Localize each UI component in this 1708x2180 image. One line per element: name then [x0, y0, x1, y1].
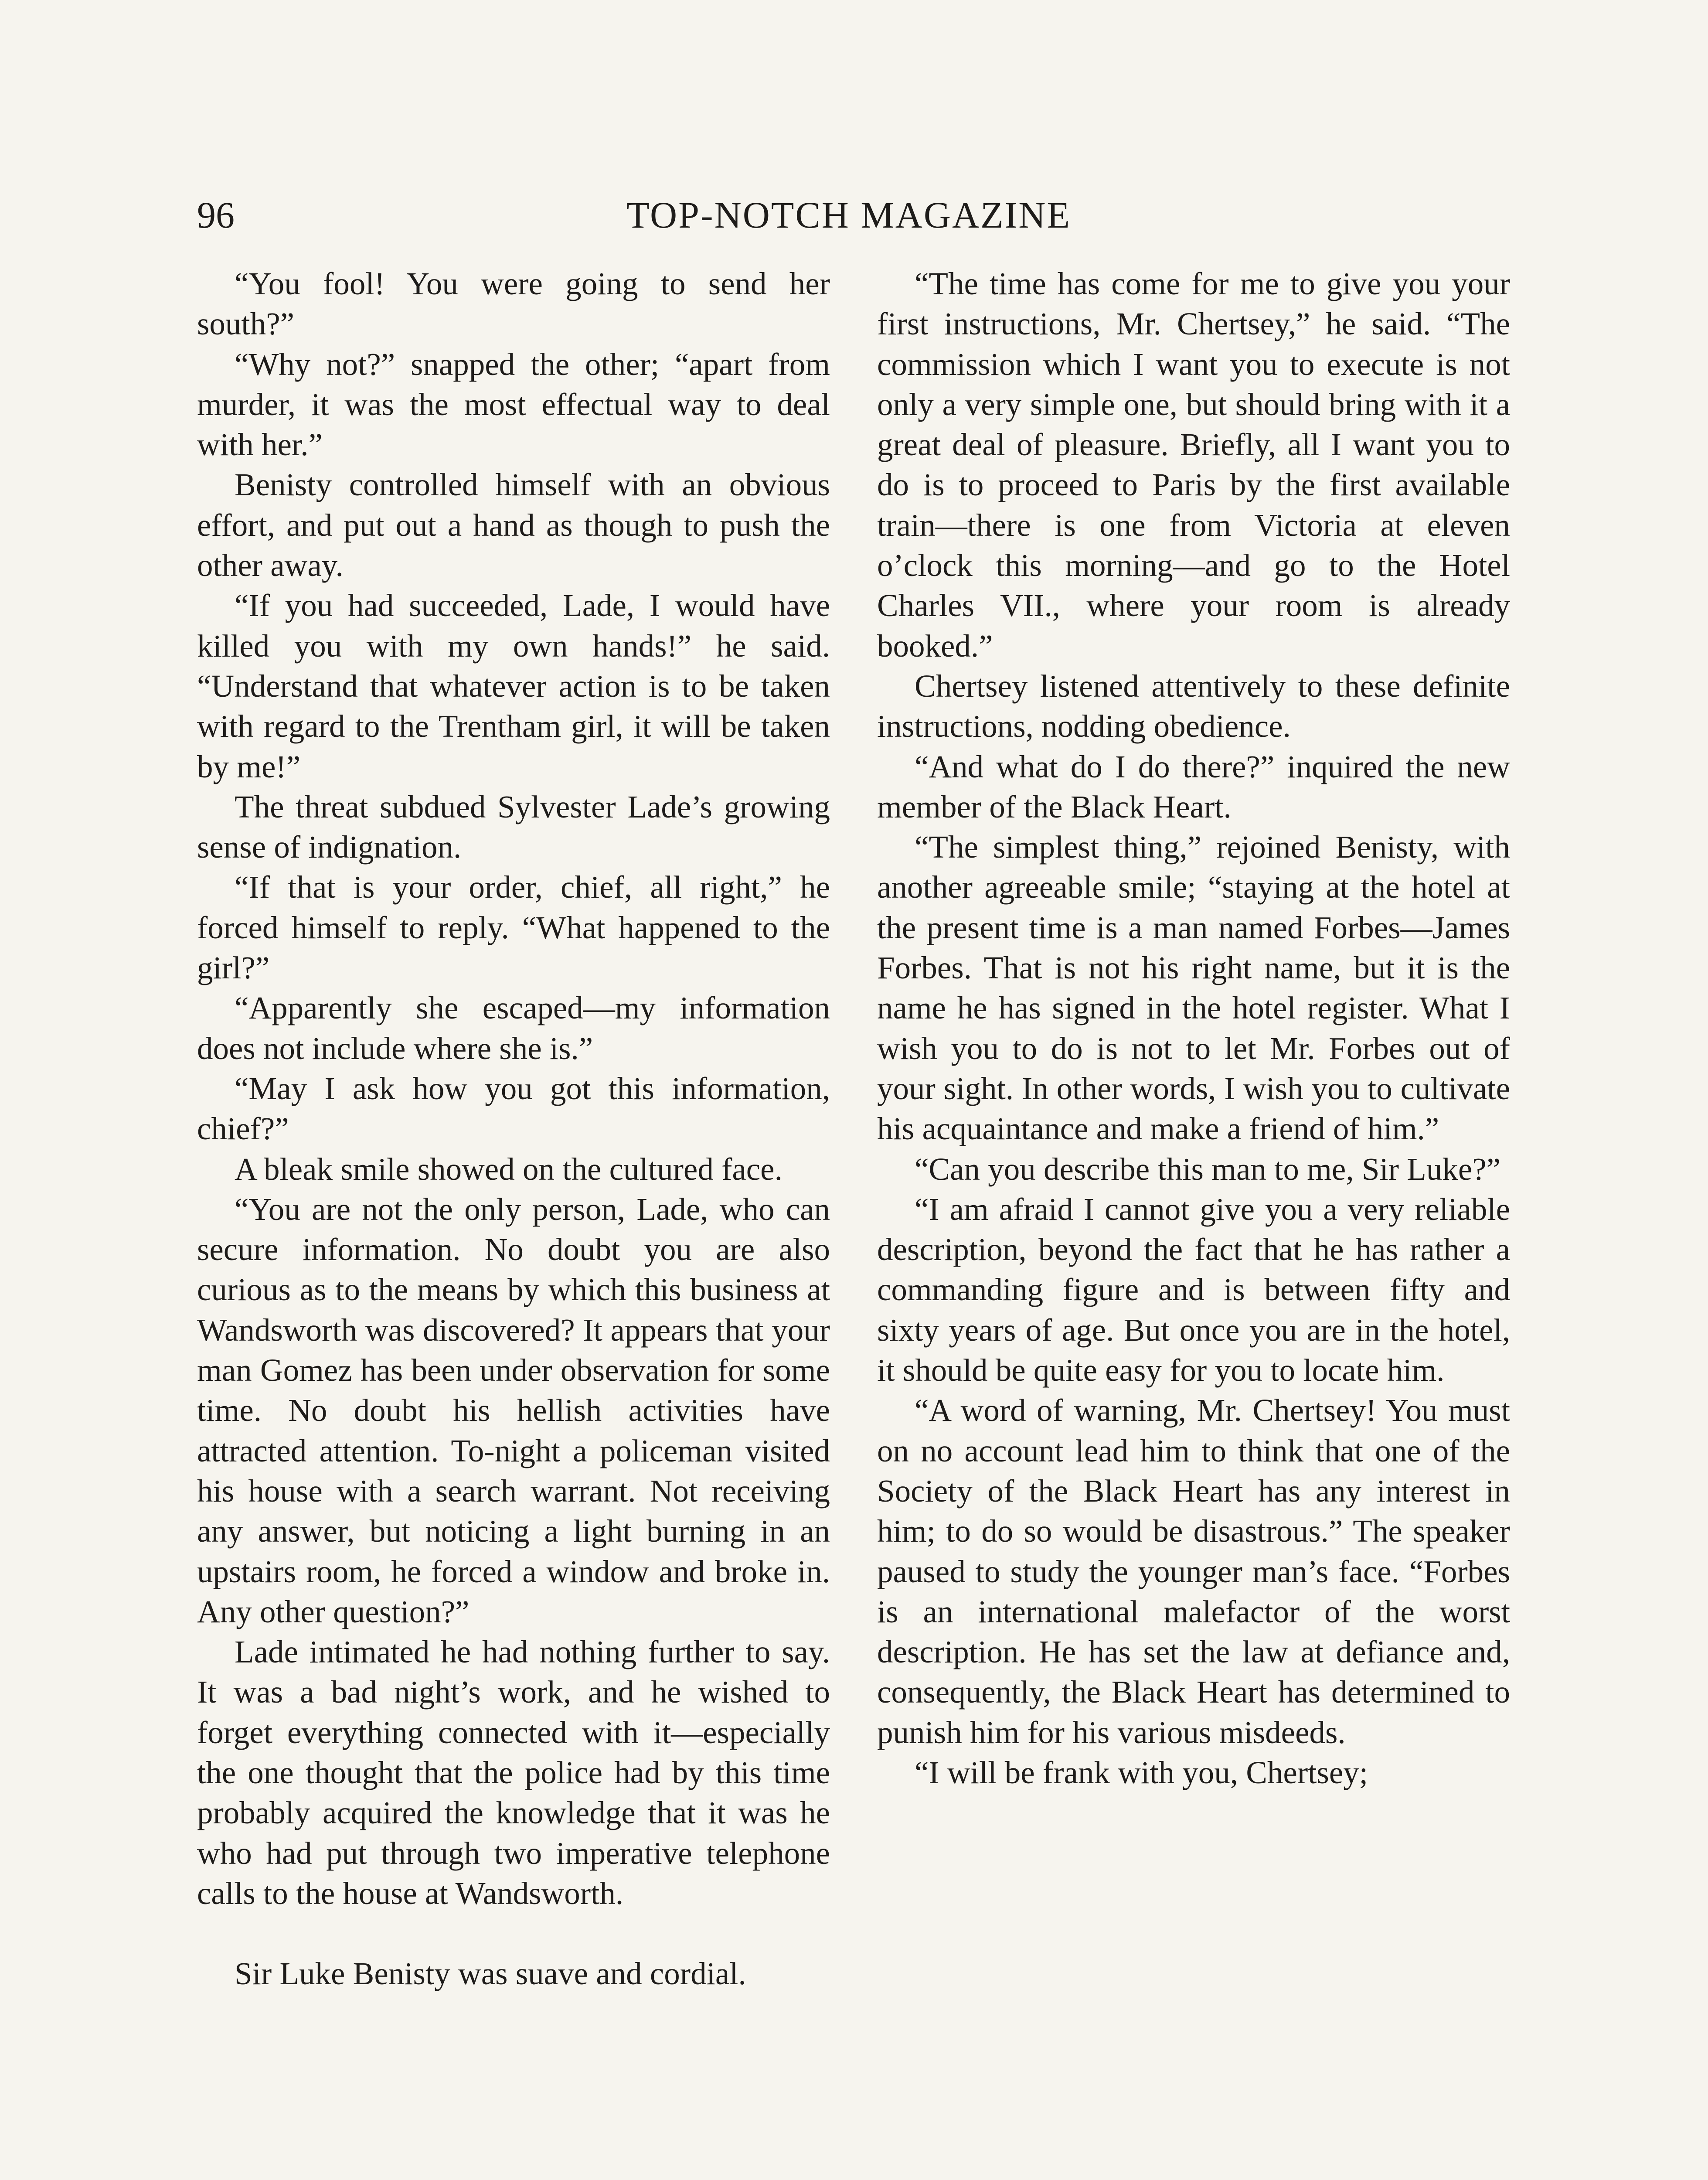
paragraph: A bleak smile showed on the cultured face. [235, 1151, 783, 1187]
paragraph: “Can you describe this man to me, Sir Luke?” [915, 1151, 1501, 1187]
page-header [197, 191, 1500, 239]
paragraph: “I am afraid I cannot give you a very reliable description, beyond the fact that he has rather a commanding figure and is between fifty and sixty years of age. But once you are in the hotel, it should be quite easy for you to locate him. [877, 1191, 1510, 1388]
paragraph: “And what do I do there?” inquired the new member of the Black Heart. [877, 749, 1510, 824]
left-text-column [197, 264, 830, 2180]
paragraph: “I will be frank with you, Chertsey; [915, 1754, 1368, 1790]
paragraph: “May I ask how you got this information, chief?” [197, 1070, 830, 1147]
paragraph: “Why not?” snapped the other; “apart from murder, it was the most effectual way to deal with her.” [197, 346, 830, 463]
paragraph: Lade intimated he had nothing further to say. It was a bad night’s work, and he wished to forget everything connected with it—especially the one thought that the police had by this time probably acquired the knowledge that it was he who had put through two imperative telephone calls to the house at Wandsworth. [197, 1634, 830, 1911]
paragraph: “The time has come for me to give you your first instructions, Mr. Chertsey,” he said. “The commission which I want you to execute is not only a very simple one, but should bring with it a great deal of pleasure. Briefly, all I want you to do is to proceed to Paris by the first available train—there is one from Victoria at eleven o’clock this morning—and go to the Hotel Charles VII., where your room is already booked.” [877, 266, 1510, 664]
paragraph: “If that is your order, chief, all right,” he forced himself to reply. “What happened to the girl?” [197, 869, 830, 986]
paragraph: “The simplest thing,” rejoined Benisty, with another agreeable smile; “staying at the hotel at the present time is a man named Forbes—James Forbes. That is not his right name, but it is the name he has signed in the hotel register. What I wish you to do is not to let Mr. Forbes out of your sight. In other words, I wish you to cultivate his acquaintance and make a friend of him.” [877, 829, 1510, 1147]
paragraph: “Apparently she escaped—my information does not include where she is.” [197, 990, 830, 1066]
paragraph: “A word of warning, Mr. Chertsey! You must on no account lead him to think that one of the Society of the Black Heart has any interest in him; to do so would be disastrous.” The speaker paused to study the younger man’s face. “Forbes is an international malefactor of the worst description. He has set the law at defiance and, consequently, the Black Heart has determined to punish him for his various misdeeds. [877, 1393, 1510, 1750]
section-break [197, 1914, 830, 1954]
right-text-column [877, 264, 1510, 2180]
paragraph: Benisty controlled himself with an obvious effort, and put out a hand as though to push the other away. [197, 467, 830, 583]
magazine-title: TOP-NOTCH MAGAZINE [626, 194, 1071, 236]
paragraph: “If you had succeeded, Lade, I would have killed you with my own hands!” he said. “Understand that whatever action is to be taken with regard to the Trentham girl, it will be taken by me!” [197, 588, 830, 784]
paragraph: “You are not the only person, Lade, who can secure information. No doubt you are also curious as to the means by which this business at Wandsworth was discovered? It appears that your man Gomez has been under observation for some time. No doubt his hellish activities have attracted attention. To-night a policeman visited his house with a search warrant. Not receiving any answer, but noticing a light burning in an upstairs room, he forced a window and broke in. Any other question?” [197, 1191, 830, 1629]
paragraph: Chertsey listened attentively to these definite instructions, nodding obedience. [877, 668, 1510, 744]
paragraph: Sir Luke Benisty was suave and cordial. [235, 1956, 746, 1992]
page-number: 96 [197, 194, 235, 236]
paragraph: The threat subdued Sylvester Lade’s growing sense of indignation. [197, 789, 830, 865]
paragraph: “You fool! You were going to send her south?” [197, 266, 830, 342]
